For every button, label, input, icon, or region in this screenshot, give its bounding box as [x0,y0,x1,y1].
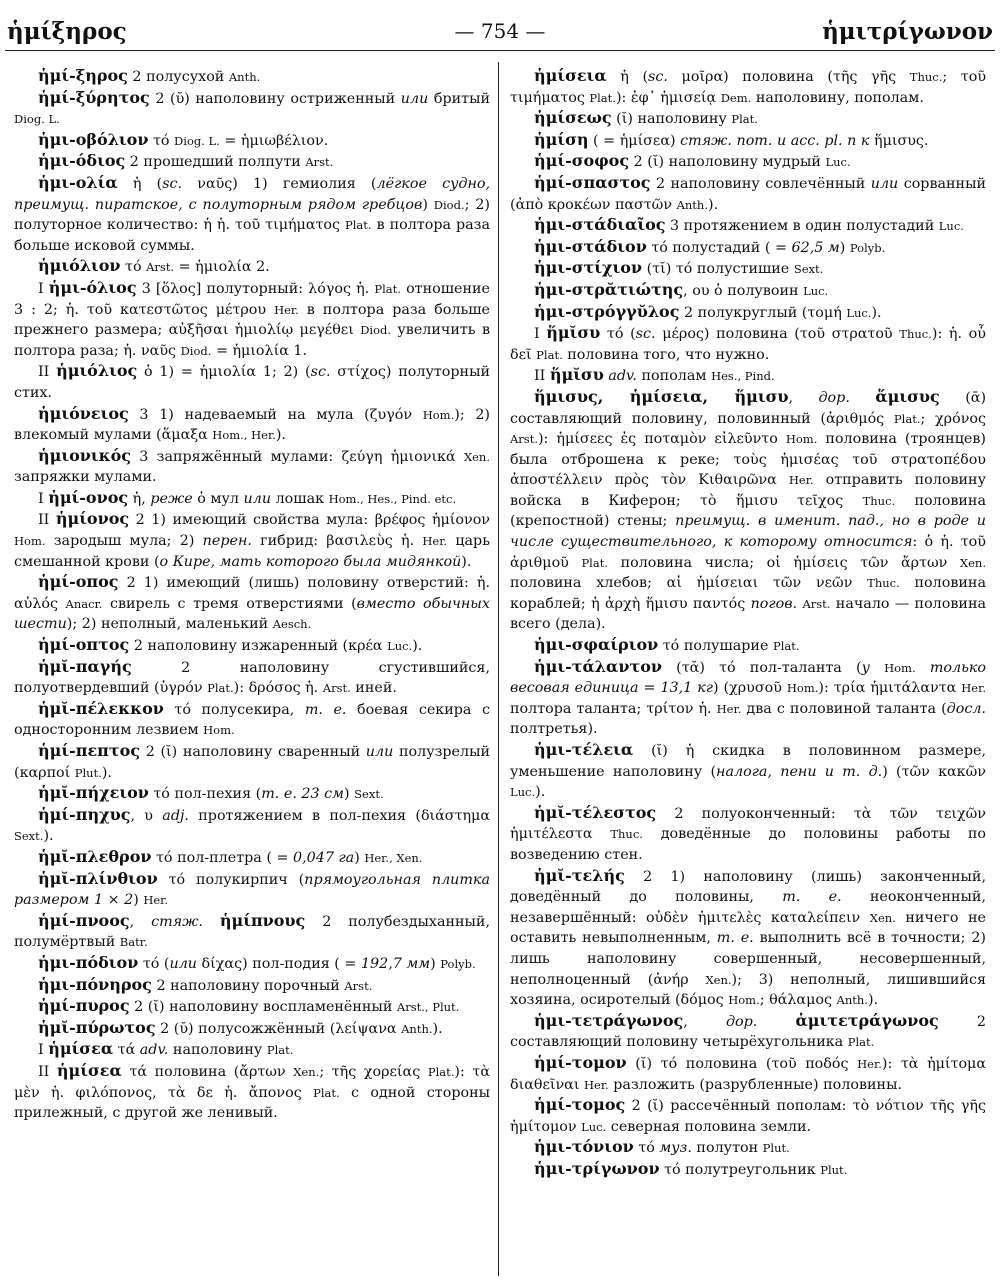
dictionary-entry: ἡμι-τόνιον τό муз. полутон Plut. [534,1137,790,1157]
dictionary-entry: ἡμί-σπαστος 2 наполовину совлечённый или сорванный (ἀπὸ κροκέων παστῶν Anth.). [510,172,986,213]
dictionary-entry: ἡμῐ-τέλεστος 2 полуоконченный: τὰ τῶν τειχῶν ἡμιτέλεστα Thuc. доведённые до половины работы по возведению стен. [510,802,986,863]
dictionary-entry: ἡμι-τετράγωνος, дор. ἁμιτετράγωνος 2 составляющий половину четырёхугольника Plat. [510,1010,986,1051]
dictionary-entry: ἡμι-σφαίριον τό полушарие Plat. [534,635,800,655]
dictionary-entry: ἡμί-τομον (ῐ) τό половина (τοῦ ποδός Her.): τὰ ἡμίτομα διαθεῖναι Her. разложить (разрубленные) половины. [510,1052,986,1093]
dictionary-entry: ἡμίση ( = ἡμίσεα) стяж. пот. и асс. pl. п к ἥμισυς. [534,129,929,149]
dictionary-entry: ἡμιόλιον τό Arst. = ἡμιολία 2. [38,256,270,276]
dictionary-entry: ἡμί-τομος 2 (ῐ) рассечённый пополам: τὸ νότιον τῆς γῆς ἡμίτομον Luc. северная половина земли. [510,1095,986,1135]
dictionary-entry: ἡμιονικός 3 запряжённый мулами: ζεύγη ἡμιονικά Xen. запряжки мулами. [14,445,490,486]
dictionary-entry: ἡμί-πνοος, стяж. ἡμίπνους 2 полубездыханный, полумёртвый Batr. [14,910,490,951]
dictionary-entry: ἡμῐ-παγής 2 наполовину сгустившийся, полуотвердевший (ὑγρόν Plat.): δρόσος ἡ. Arst. иней. [14,656,490,697]
dictionary-entry: ἡμί-πηχυς, υ adj. протяжением в пол-пехия (διάστημα Sext.). [14,804,490,845]
dictionary-entry: ἡμί-οπος 2 1) имеющий (лишь) половину отверстий: ἡ. αὐλός Anacr. свирель с тремя отверстиями (вместо обычных шести); 2) неполный, маленький Aesch. [14,572,490,633]
dictionary-entry: I ἡμίσεα τά adv. наполовину Plat. [38,1039,294,1059]
dictionary-entry: ἡμῐ-τελής 2 1) наполовину (лишь) законченный, доведённый до половины, т. е. неоконченный, незавершённый: οὐδὲν ἡμιτελὲς καταλείπειν Xen. ничего не оставить невыполненным, т. е. выполнить всё в точности; 2) лишь наполовину совершенный, несовершенный, неполноценный (ἀνήρ Xen.); 3) неполный, лишившийся хозяина, осиротелый (δόμος Hom.; θάλαμος Anth.). [510,865,986,1009]
dictionary-entry: ἡμῐ-πέλεκκον τό полусекира, т. е. боевая секира с односторонним лезвием Hom. [14,698,490,739]
dictionary-entry: ἡμίσεως (ῐ) наполовину Plat. [534,108,758,128]
left-running-headword: ἡμίξηρος [7,18,127,45]
dictionary-entry: ἡμι-οβόλιον τό Diog. L. = ἡμιωβέλιον. [38,129,329,149]
dictionary-entry: ἡμί-σοφος 2 (ῐ) наполовину мудрый Luc. [534,151,851,171]
dictionary-entry: ἡμι-τρίγωνον τό полутреугольник Plut. [534,1158,848,1178]
dictionary-entry: I ἥμῐσυ τό (sc. μέρος) половина (τοῦ στρατοῦ Thuc.): ἡ. οὗ δεῖ Plat. половина того, что нужно. [510,323,986,363]
dictionary-entry: II ἥμῐσυ adv. пополам Hes., Pind. [534,365,775,385]
right-running-headword: ἡμιτρίγωνον [822,18,993,45]
dictionary-entry: ἡμι-στρόγγῠλος 2 полукруглый (τομή Luc.). [534,301,882,321]
column-divider [498,62,499,1276]
dictionary-entry: ἡμῐ-πύρωτος 2 (ῠ) полусожжённый (λείψανα Anth.). [38,1017,443,1037]
dictionary-entry: II ἡμιόλιος ὁ 1) = ἡμιολία 1; 2) (sc. στίχος) полуторный стих. [14,361,490,401]
dictionary-entry: ἡμί-πεπτος 2 (ῐ) наполовину сваренный или полузрелый (καρποί Plut.). [14,741,490,781]
dictionary-entry: ἡμί-πυρος 2 (ῐ) наполовину воспламенённый Arst., Plut. [38,996,460,1016]
dictionary-entry: ἡμι-όδιος 2 прошедший полпути Arst. [38,151,334,171]
dictionary-entry: ἡμί-ξηρος 2 полусухой Anth. [38,66,261,85]
page-number: — 754 — [454,19,546,43]
dictionary-entry: I ἡμί-ονος ἡ, реже ὁ мул или лошак Hom., Hes., Pind. etc. [38,487,457,507]
dictionary-entry: I ἡμι-όλιος 3 [ὅλος] полуторный: λόγος ἡ. Plat. отношение 3 : 2; ἡ. τοῦ κατεστῶτος μέτρου Her. в полтора раза больше прежнего размера; αὐξῆσαι ἡμιολίῳ μεγέθει Diod. увеличить в полтора раза; ἡ. ναῦς Diod. = ἡμιολία 1. [14,277,490,359]
dictionary-entry: ἡμι-στάδιαῖος 3 протяжением в один полустадий Luc. [534,215,964,235]
dictionary-entry: ἡμῐ-πήχειον τό пол-пехия (т. е. 23 см) Sext. [38,783,384,803]
dictionary-entry: ἡμι-πόνηρος 2 наполовину порочный Arst. [38,974,373,994]
dictionary-entry: ἥμισυς, ἡμίσεια, ἥμισυ, дор. ἅμισυς (ᾱ) составляющий половину, половинный (ἀριθμός Plat.; χρόνος Arst.): ἡμίσεες ἐς ποταμὸν εἰλεῦντο Hom. половина (троянцев) была отброшена к реке; τοὺς ἡμισέας τοῦ στρατοπέδου ἀποστέλλειν πρὸς τὸν Κιθαιρῶνα Her. отправить половину войска в Киферон; τὸ ἥμισυ τεῖχος Thuc. половина (крепостной) стены; преимущ. в именит. пад., но в роде и числе существительного, к которому относится: ὁ ἡ. τοῦ ἀριθμοῦ Plat. половина числа; οἱ ἡμίσεις τῶν ἄρτων Xen. половина хлебов; αἱ ἡμίσειαι τῶν νεῶν Thuc. половина кораблей; ἡ ἀρχὴ ἥμισυ παντός погов. Arst. начало — половина всего (дела). [510,386,986,633]
dictionary-entry: ἡμι-στρᾰτιώτης, ου ὁ полувоин Luc. [534,279,829,299]
dictionary-entry: ἡμι-τάλαντον (τᾰ) τό пол-таланта (у Hom. только весовая единица = 13,1 кг) (χρυσοῦ Hom.): τρία ἡμιτάλαντα Her. полтора таланта; τρίτον ἡ. Her. два с половиной таланта (досл. полтретья). [510,656,986,738]
dictionary-entry: ἡμῐ-πλεθρον τό пол-плетра ( = 0,047 га) Her., Xen. [38,846,423,866]
right-column [510,66,986,1180]
dictionary-entry: II ἡμίονος 2 1) имеющий свойства мула: βρέφος ἡμίονον Hom. зародыш мула; 2) перен. гибрид: βασιλεὺς ἡ. Her. царь смешанной крови (о Кире, мать которого была мидянкой). [14,509,490,570]
dictionary-entry: ἡμι-πόδιον τό (или δίχας) пол-подия ( = 192,7 мм) Polyb. [38,952,476,972]
dictionary-entry: ἡμί-οπτος 2 наполовину изжаренный (κρέα Luc.). [38,635,423,655]
page-header [5,10,995,51]
dictionary-entry: ἡμί-ξύρητος 2 (ῠ) наполовину остриженный или бритый Diog. L. [14,87,490,127]
dictionary-entry: ἡμίσεια ἡ (sc. μοῖρα) половина (τῆς γῆς Thuc.; τοῦ τιμήματος Plat.): ἐφ᾽ ἡμισείᾳ Dem. наполовину, пополам. [510,66,986,106]
left-column [14,66,490,1124]
dictionary-entry: ἡμι-τέλεια (ῐ) ἡ скидка в половинном размере, уменьшение наполовину (налога, пени и т. д.) (τῶν κακῶν Luc.). [510,740,986,801]
dictionary-entry: II ἡμίσεα τά половина (ἄρτων Xen.; τῆς χορείας Plat.): τὰ μὲν ἡ. φιλόπονος, τὰ δε ἡ. ἄπονος Plat. с одной стороны прилежный, с другой же ленивый. [14,1060,490,1122]
dictionary-entry: ἡμιόνειος 3 1) надеваемый на мула (ζυγόν Hom.); 2) влекомый мулами (ἅμαξα Hom., Her.). [14,403,490,444]
dictionary-entry: ἡμι-στίχιον (τῐ) τό полустишие Sext. [534,258,824,278]
dictionary-entry: ἡμι-ολία ἡ (sc. ναῦς) 1) гемиолия (лёгкое судно, преимущ. пиратское, с полуторным рядом гребцов) Diod.; 2) полуторное количество: ἡ ἡ. τοῦ τιμήματος Plat. в полтора раза больше исковой суммы. [14,172,490,254]
dictionary-entry: ἡμῐ-πλίνθιον τό полукирпич (прямоугольная плитка размером 1 × 2) Her. [14,868,490,909]
dictionary-entry: ἡμι-στάδιον τό полустадий ( = 62,5 м) Polyb. [534,236,886,256]
